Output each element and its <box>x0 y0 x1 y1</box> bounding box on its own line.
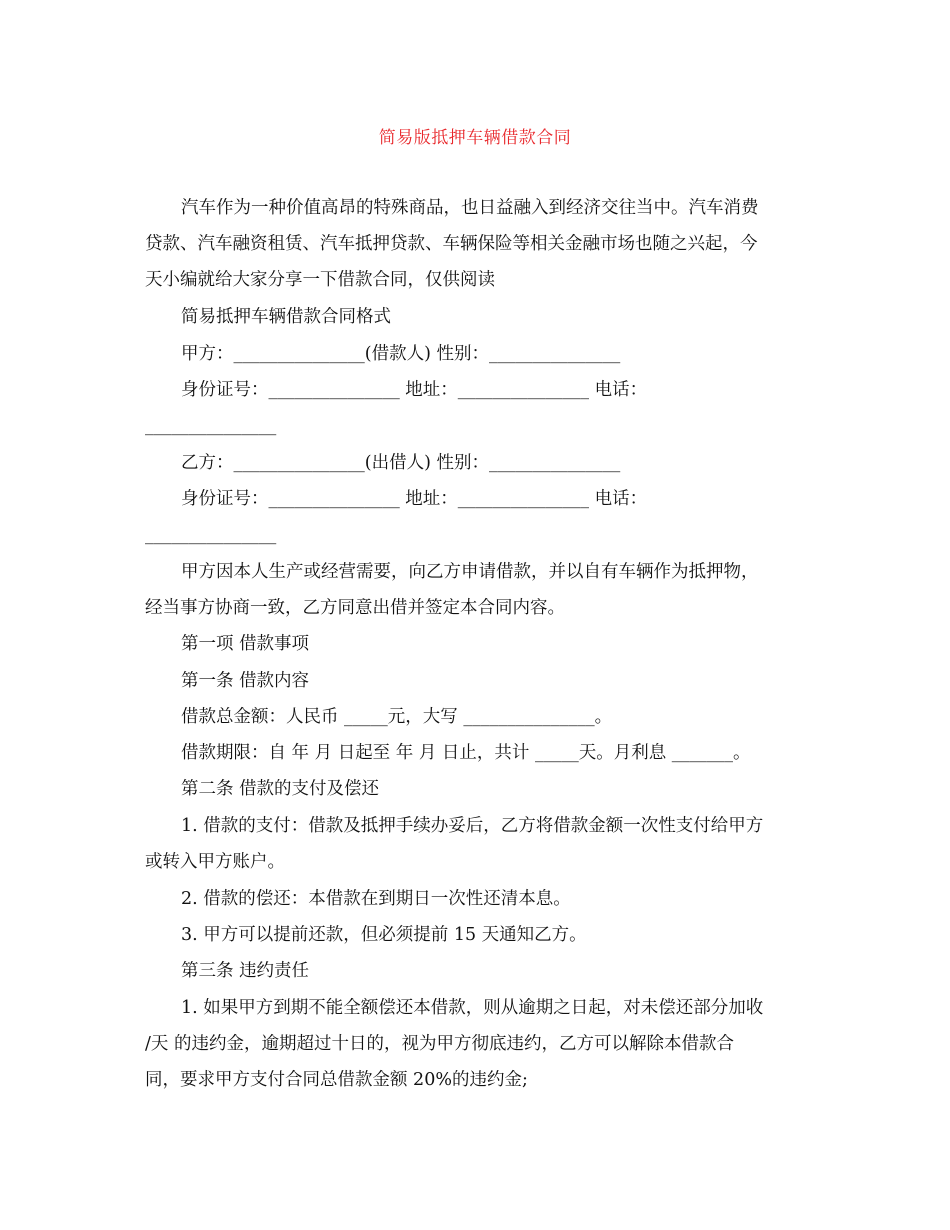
paragraph-intro-line-3: 天小编就给大家分享一下借款合同，仅供阅读 <box>145 270 495 290</box>
breach-clause-line-1: 1. 如果甲方到期不能全额偿还本借款，则从逾期之日起，对未偿还部分加收 <box>181 998 764 1018</box>
breach-clause-line-3: 同，要求甲方支付合同总借款金额 20%的违约金; <box>145 1070 528 1090</box>
paragraph-intro-line-1: 汽车作为一种价值高昂的特殊商品，也日益融入到经济交往当中。汽车消费 <box>181 198 759 218</box>
purpose-line-1: 甲方因本人生产或经营需要，向乙方申请借款，并以自有车辆作为抵押物， <box>181 562 759 582</box>
document-title: 简易版抵押车辆借款合同 <box>378 128 572 148</box>
paragraph-intro-line-2: 贷款、汽车融资租赁、汽车抵押贷款、车辆保险等相关金融市场也随之兴起，今 <box>145 234 758 254</box>
article-2-heading: 第二条 借款的支付及偿还 <box>181 779 380 799</box>
format-heading: 简易抵押车辆借款合同格式 <box>181 307 391 327</box>
party-a-line: 甲方：_______________(借款人) 性别：_______________ <box>181 344 621 364</box>
article-3-heading: 第三条 违约责任 <box>181 961 310 981</box>
repayment-clause: 2. 借款的偿还：本借款在到期日一次性还清本息。 <box>181 889 571 909</box>
loan-term-line: 借款期限：自 年 月 日起至 年 月 日止，共计 _____天。月利息 _______。 <box>181 743 751 763</box>
loan-amount-line: 借款总金额：人民币 _____元，大写 _______________。 <box>181 707 613 727</box>
party-b-phone-blank: _______________ <box>145 525 277 545</box>
section-1-heading: 第一项 借款事项 <box>181 634 310 654</box>
article-1-heading: 第一条 借款内容 <box>181 671 310 691</box>
purpose-line-2: 经当事方协商一致，乙方同意出借并签定本合同内容。 <box>145 598 565 618</box>
party-a-id-line: 身份证号：_______________ 地址：_______________ 电话： <box>181 380 648 400</box>
party-b-line: 乙方：_______________(出借人) 性别：_______________ <box>181 453 621 473</box>
party-a-phone-blank: _______________ <box>145 416 277 436</box>
payment-clause-line-2: 或转入甲方账户。 <box>145 852 285 872</box>
early-repayment-clause: 3. 甲方可以提前还款，但必须提前 15 天通知乙方。 <box>181 925 587 945</box>
payment-clause-line-1: 1. 借款的支付：借款及抵押手续办妥后，乙方将借款金额一次性支付给甲方 <box>181 816 764 836</box>
party-b-id-line: 身份证号：_______________ 地址：_______________ 电话： <box>181 489 648 509</box>
breach-clause-line-2: /天 的违约金，逾期超过十日的，视为甲方彻底违约，乙方可以解除本借款合 <box>145 1034 734 1054</box>
